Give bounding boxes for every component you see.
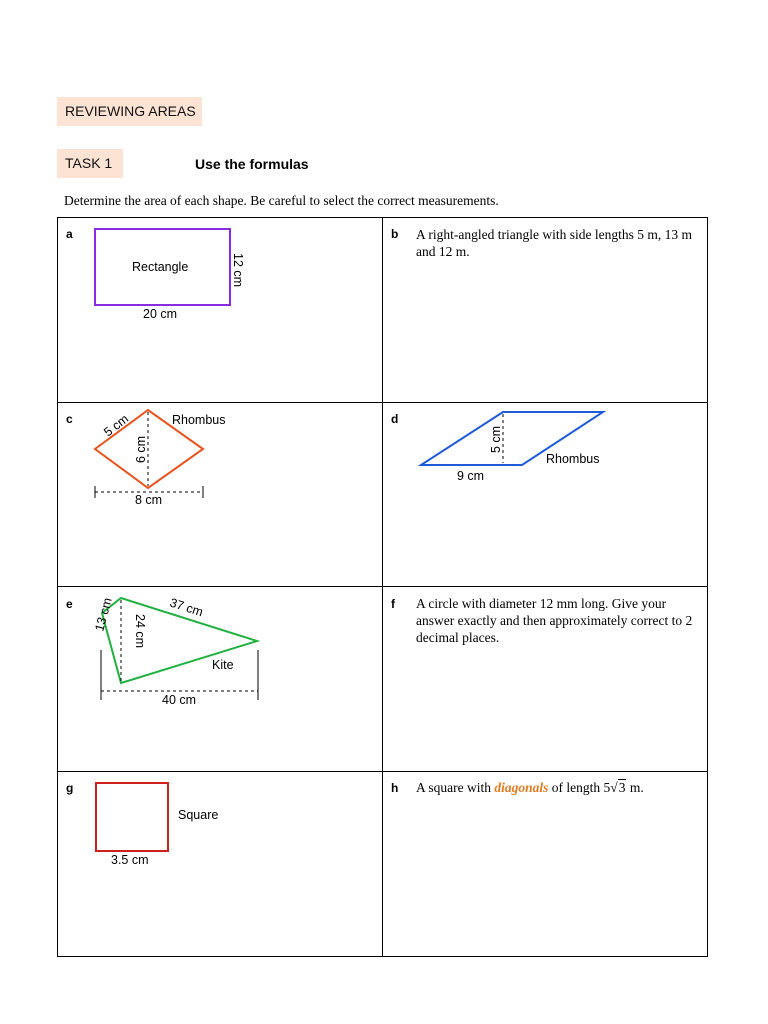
question-f-text: A circle with diameter 12 mm long. Give your answer exactly and then approximately correct to 2 decimal places. <box>416 596 693 645</box>
section-title: REVIEWING AREAS <box>65 103 196 119</box>
task-label: TASK 1 <box>65 155 113 171</box>
rectangle-shape <box>95 229 230 305</box>
square-label: Square <box>178 808 219 822</box>
task-title: Use the formulas <box>195 156 309 172</box>
rhombus-d-shape <box>421 412 603 465</box>
rhombus-d-base-label: 9 cm <box>457 469 485 483</box>
rectangle-height-label: 12 cm <box>231 253 245 288</box>
kite-short-diag-label: 24 cm <box>133 614 147 649</box>
rhombus-c-short-diag-label: 6 cm <box>134 435 148 463</box>
kite-long-side-label: 37 cm <box>168 595 205 620</box>
radicand: 3 <box>618 780 626 795</box>
rhombus-c-label: Rhombus <box>172 413 226 427</box>
rhombus-c-side-label: 5 cm <box>101 411 132 440</box>
kite-short-side-label: 13 cm <box>92 596 115 633</box>
square-side-label: 3.5 cm <box>111 853 149 867</box>
question-letter-g: g <box>66 781 74 795</box>
kite-long-diag-label: 40 cm <box>162 693 197 707</box>
task-banner <box>57 149 123 178</box>
question-h-text: A square with diagonals of length 5√3 m. <box>416 780 644 795</box>
section-banner <box>57 97 202 126</box>
question-letter-c: c <box>66 412 73 426</box>
emphasis-diagonals: diagonals <box>494 780 549 795</box>
instruction-text: Determine the area of each shape. Be careful to select the correct measurements. <box>64 193 499 208</box>
question-letter-f: f <box>391 597 395 611</box>
rhombus-c-long-diag-label: 8 cm <box>135 493 163 507</box>
sqrt-symbol: √ <box>610 780 618 795</box>
rhombus-c-shape <box>95 410 203 488</box>
kite-label: Kite <box>212 658 234 672</box>
question-letter-b: b <box>391 227 399 241</box>
square-shape <box>96 783 168 851</box>
rhombus-d-height-label: 5 cm <box>489 425 503 453</box>
rhombus-d-label: Rhombus <box>546 452 600 466</box>
kite-shape <box>102 595 257 683</box>
question-letter-d: d <box>391 412 399 426</box>
question-b-text: A right-angled triangle with side lengths 5 m, 13 m and 12 m. <box>416 227 692 259</box>
question-letter-e: e <box>66 597 73 611</box>
rectangle-width-label: 20 cm <box>143 307 178 321</box>
rectangle-label: Rectangle <box>132 260 189 274</box>
question-letter-h: h <box>391 781 399 795</box>
question-letter-a: a <box>66 227 73 241</box>
